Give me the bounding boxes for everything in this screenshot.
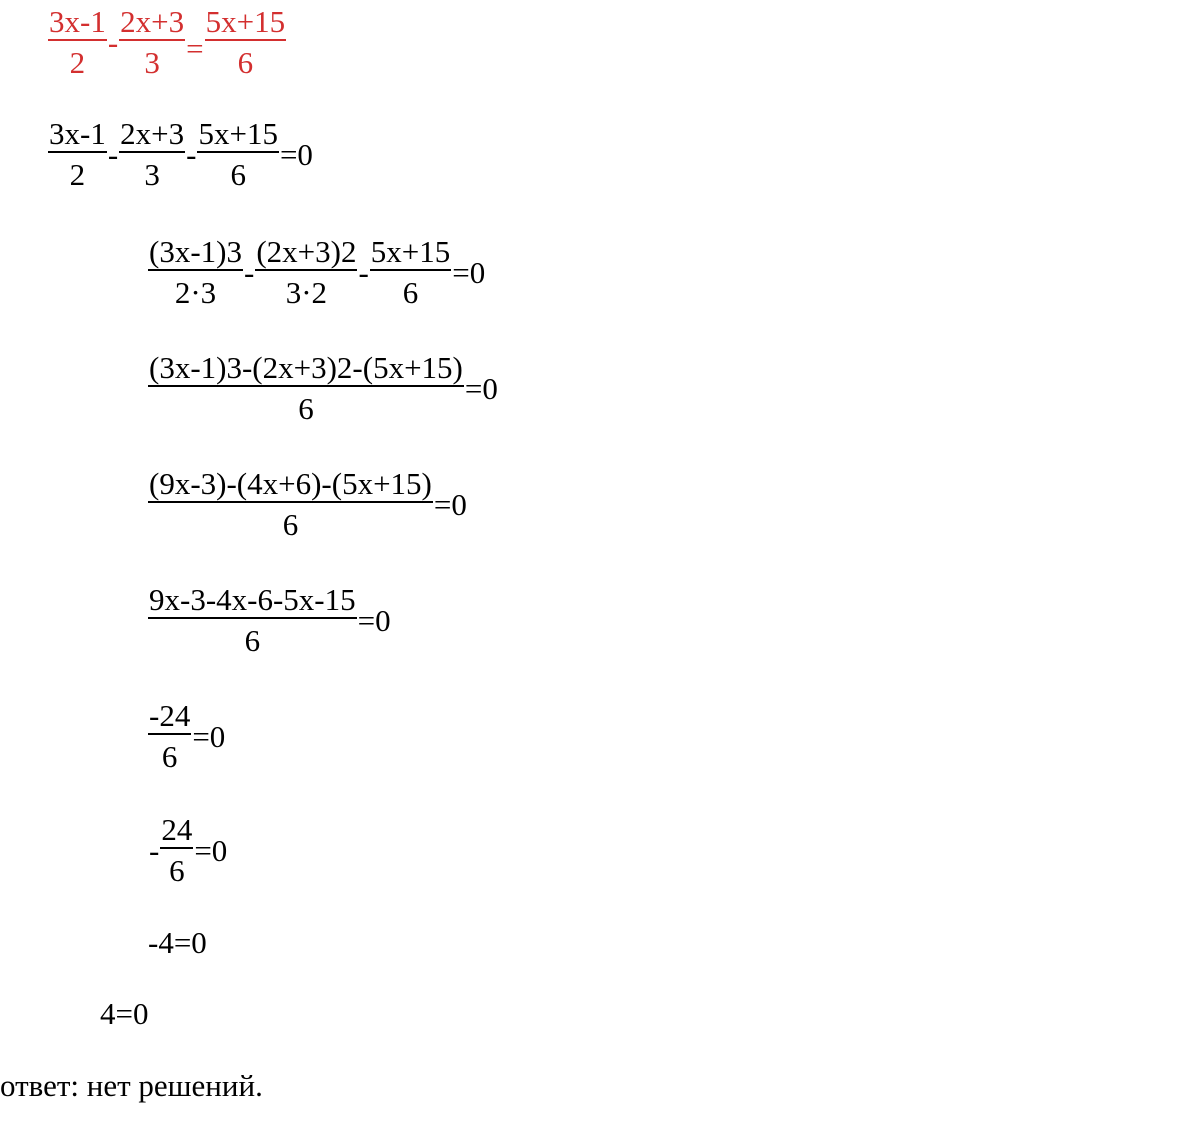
equals-zero: =0 <box>464 370 498 406</box>
fraction-1 <box>148 236 243 308</box>
operator-minus: - <box>149 832 160 868</box>
fraction-2 <box>255 236 357 308</box>
numerator: 2x+3 <box>120 4 185 39</box>
combined-fraction <box>148 352 464 424</box>
numerator: (3x-1)3 <box>149 234 242 269</box>
equation-line-5 <box>148 468 468 540</box>
denominator: 3 <box>119 151 185 190</box>
denominator: 6 <box>370 269 451 308</box>
equation-line-9: -4=0 <box>148 925 207 960</box>
equals-zero: =0 <box>279 136 313 172</box>
operator-minus: - <box>243 254 255 290</box>
numerator: 2x+3 <box>120 116 185 151</box>
numerator: (9x-3)-(4x+6)-(5x+15) <box>149 466 432 501</box>
fraction-3 <box>205 6 286 78</box>
numerator: 3x-1 <box>49 116 106 151</box>
operator-minus: - <box>186 136 197 172</box>
numerator: 24 <box>161 812 193 847</box>
denominator: 2 <box>48 39 107 78</box>
numeric-fraction <box>160 814 193 886</box>
denominator: 2·3 <box>148 269 243 308</box>
denominator: 6 <box>148 385 464 424</box>
fraction-3 <box>197 118 278 190</box>
numerator: 5x+15 <box>370 234 451 269</box>
denominator: 6 <box>148 617 357 656</box>
denominator: 3·2 <box>255 269 357 308</box>
numerator: (3x-1)3-(2x+3)2-(5x+15) <box>149 350 463 385</box>
equals-zero: =0 <box>194 832 228 868</box>
equals-zero: =0 <box>433 486 467 522</box>
fraction-2 <box>119 118 185 190</box>
fraction-3 <box>370 236 451 308</box>
numerator: 5x+15 <box>205 4 286 39</box>
numerator: 5x+15 <box>198 116 278 151</box>
numeric-fraction <box>148 700 191 772</box>
operator-equals: = <box>186 30 204 66</box>
denominator: 6 <box>205 39 286 78</box>
operator-minus: - <box>107 24 119 60</box>
expanded-fraction <box>148 468 433 540</box>
equation-line-1 <box>48 6 286 78</box>
simplified-fraction <box>148 584 357 656</box>
equation-line-2 <box>48 118 314 190</box>
numerator: 3x-1 <box>49 4 106 39</box>
equation-line-4 <box>148 352 499 424</box>
fraction-1 <box>48 118 107 190</box>
operator-minus: - <box>107 136 119 172</box>
operator-minus: - <box>358 254 369 290</box>
equation-line-10: 4=0 <box>100 996 149 1031</box>
denominator: 2 <box>48 151 107 190</box>
denominator: 6 <box>148 733 191 772</box>
equals-zero: =0 <box>192 718 226 754</box>
equals-zero: =0 <box>452 254 486 290</box>
numerator: 9x-3-4x-6-5x-15 <box>149 582 356 617</box>
equation-line-3 <box>148 236 486 308</box>
fraction-1 <box>48 6 107 78</box>
denominator: 6 <box>148 501 433 540</box>
denominator: 3 <box>119 39 185 78</box>
equation-line-6 <box>148 584 392 656</box>
equals-zero: =0 <box>357 602 391 638</box>
denominator: 6 <box>160 847 193 886</box>
numerator: (2x+3)2 <box>256 234 357 269</box>
fraction-2 <box>119 6 185 78</box>
equation-line-7 <box>148 700 226 772</box>
numerator: -24 <box>149 698 191 733</box>
answer-text: ответ: нет решений. <box>0 1068 263 1103</box>
equation-line-8 <box>148 814 228 886</box>
denominator: 6 <box>197 151 278 190</box>
